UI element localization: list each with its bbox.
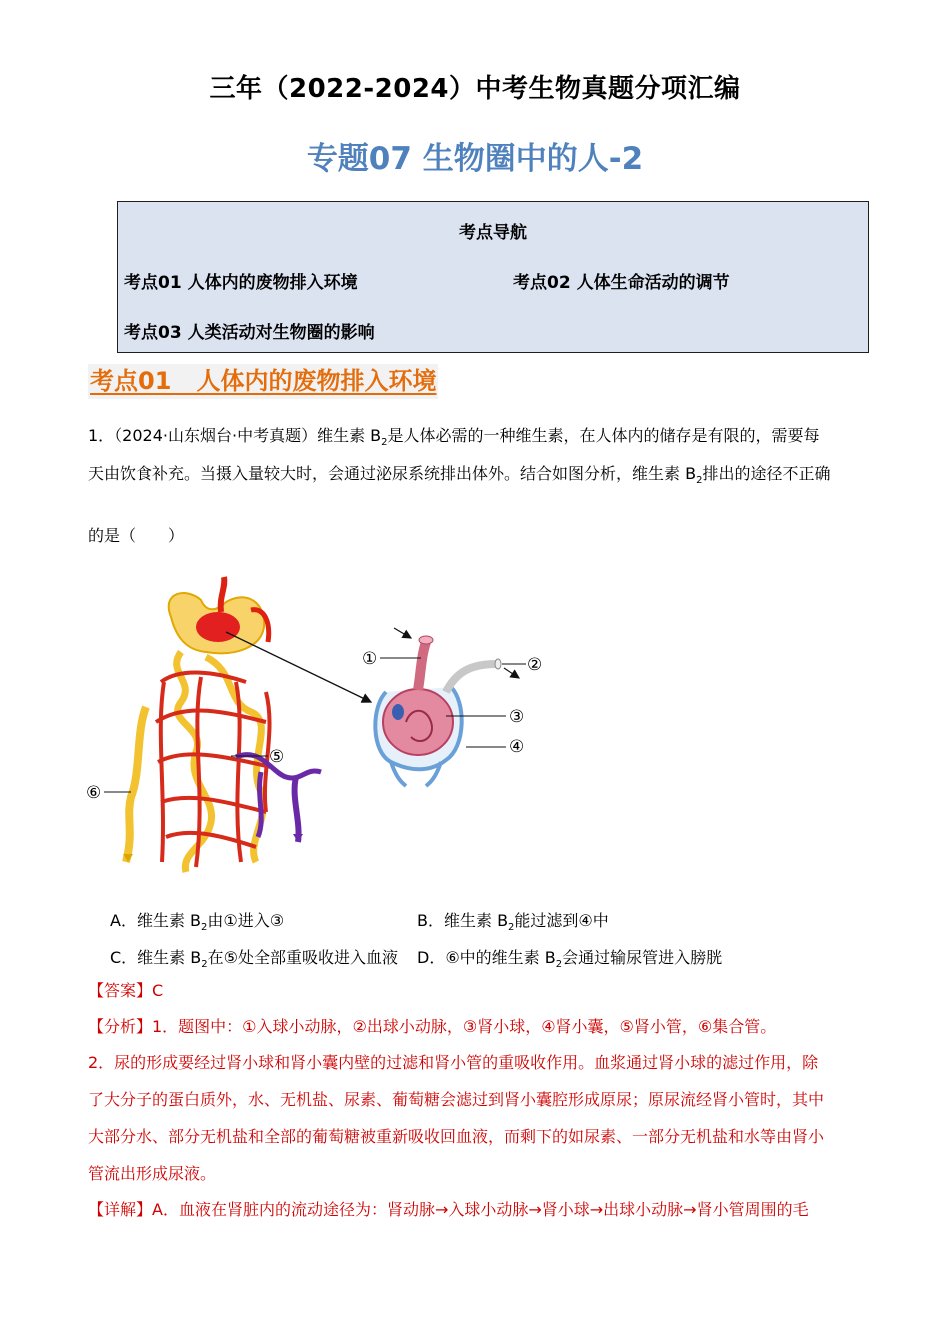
nav-item-topic-01[interactable]: 考点01 人体内的废物排入环境 xyxy=(124,273,358,293)
option-d[interactable]: D．⑥中的维生素 $B_2$会通过输尿管进入膀胱 xyxy=(417,948,723,971)
question-line-2: 天由饮食补充。当摄入量较大时，会通过泌尿系统排出体外。结合如图分析，维生素 $B_2$排出的途径不正确 xyxy=(88,464,831,487)
analysis-line-1: 【分析】1．题图中：①入球小动脉，②出球小动脉，③肾小球，④肾小囊，⑤肾小管，⑥集合管。 xyxy=(88,1017,777,1036)
section-heading: 考点01 人体内的废物排入环境 xyxy=(88,364,438,399)
question-line-3: 的是（ ） xyxy=(88,526,185,545)
analysis-line-4: 大部分水、部分无机盐和全部的葡萄糖被重新吸收回血液，而剩下的如尿素、一部分无机盐和水等由肾小 xyxy=(88,1127,825,1146)
document-subtitle: 专题07 生物圈中的人-2 xyxy=(306,141,644,177)
option-a[interactable]: A．维生素 $B_2$由①进入③ xyxy=(110,911,285,934)
label-2: ② xyxy=(527,655,543,675)
analysis-line-2: 2．尿的形成要经过肾小球和肾小囊内壁的过滤和肾小管的重吸收作用。血浆通过肾小球的滤过作用，除 xyxy=(88,1053,819,1072)
label-3: ③ xyxy=(509,707,525,727)
label-1: ① xyxy=(362,649,378,669)
option-b[interactable]: B．维生素 $B_2$能过滤到④中 xyxy=(417,911,609,934)
nephron-diagram xyxy=(86,572,556,882)
question-line-1: 1．（2024·山东烟台·中考真题）维生素 $B_2$是人体必需的一种维生素，在人体内的储存是有限的，需要每 xyxy=(88,426,820,449)
nav-item-topic-02[interactable]: 考点02 人体生命活动的调节 xyxy=(513,273,730,293)
detail-line-1: 【详解】A．血液在肾脏内的流动途径为：肾动脉→入球小动脉→肾小球→出球小动脉→肾小管周围的毛 xyxy=(88,1200,809,1219)
nephron-illustration xyxy=(123,577,321,872)
option-c[interactable]: C．维生素 $B_2$在⑤处全部重吸收进入血液 xyxy=(110,948,398,971)
nav-item-topic-03[interactable]: 考点03 人类活动对生物圈的影响 xyxy=(124,323,375,343)
analysis-line-5: 管流出形成尿液。 xyxy=(88,1164,217,1183)
answer-line: 【答案】C xyxy=(88,981,164,1000)
label-4: ④ xyxy=(509,737,525,757)
analysis-line-3: 了大分子的蛋白质外，水、无机盐、尿素、葡萄糖会滤过到肾小囊腔形成原尿；原尿流经肾小管时，其中 xyxy=(88,1090,825,1109)
label-6: ⑥ xyxy=(86,783,102,803)
document-title: 三年（2022-2024）中考生物真题分项汇编 xyxy=(209,74,741,104)
topic-navigation-heading: 考点导航 xyxy=(459,223,527,243)
label-5: ⑤ xyxy=(269,747,285,767)
